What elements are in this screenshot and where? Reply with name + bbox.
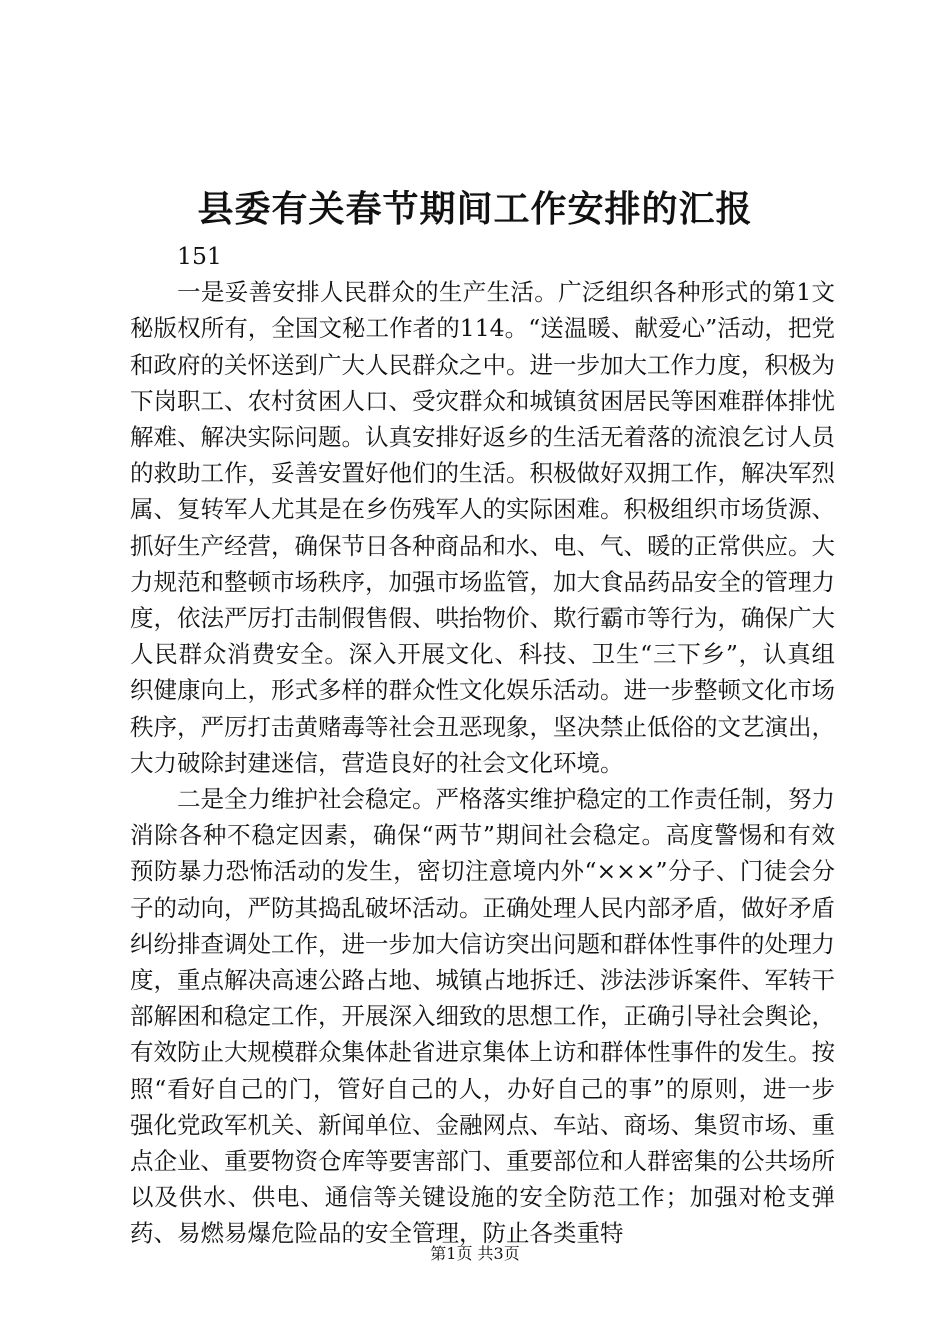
paragraph-livelihood: 一是妥善安排人民群众的生产生活。广泛组织各种形式的第1文秘版权所有，全国文秘工作者的114。“送温暖、献爱心”活动，把党和政府的关怀送到广大人民群众之中。进一步加大工作力度，积极为下岗职工、农村贫困人口、受灾群众和城镇贫困居民等困难群体排忧解难、解决实际问题。认真安排好返乡的生活无着落的流浪乞讨人员的救助工作，妥善安置好他们的生活。积极做好双拥工作，解决军烈属、复转军人尤其是在乡伤残军人的实际困难。积极组织市场货源、抓好生产经营，确保节日各种商品和水、电、气、暖的正常供应。大力规范和整顿市场秩序，加强市场监管，加大食品药品安全的管理力度，依法严厉打击制假售假、哄抬物价、欺行霸市等行为，确保广大人民群众消费安全。深入开展文化、科技、卫生“三下乡”，认真组织健康向上，形式多样的群众性文化娱乐活动。进一步整顿文化市场秩序，严厉打击黄赌毒等社会丑恶现象，坚决禁止低俗的文艺演出，大力破除封建迷信，营造良好的社会文化环境。 — [130, 278, 835, 777]
document-body — [130, 238, 835, 1252]
paragraph-stability: 二是全力维护社会稳定。严格落实维护稳定的工作责任制，努力消除各种不稳定因素，确保“两节”期间社会稳定。高度警惕和有效预防暴力恐怖活动的发生，密切注意境内外“×××”分子、门徒会分子的动向，严防其捣乱破坏活动。正确处理人民内部矛盾，做好矛盾纠纷排查调处工作，进一步加大信访突出问题和群体性事件的处理力度，重点解决高速公路占地、城镇占地拆迁、涉法涉诉案件、军转干部解困和稳定工作，开展深入细致的思想工作，正确引导社会舆论，有效防止大规模群众集体赴省进京集体上访和群体性事件的发生。按照“看好自己的门，管好自己的人，办好自己的事”的原则，进一步强化党政军机关、新闻单位、金融网点、车站、商场、集贸市场、重点企业、重要物资仓库等要害部门、重要部位和人群密集的公共场所以及供水、供电、通信等关键设施的安全防范工作；加强对枪支弹药、易燃易爆危险品的安全管理，防止各类重特 — [130, 785, 835, 1248]
paragraph-number: 151 — [177, 242, 222, 270]
document-title: 县委有关春节期间工作安排的汇报 — [197, 188, 753, 230]
page-footer: 第1页 共3页 — [430, 1244, 520, 1263]
